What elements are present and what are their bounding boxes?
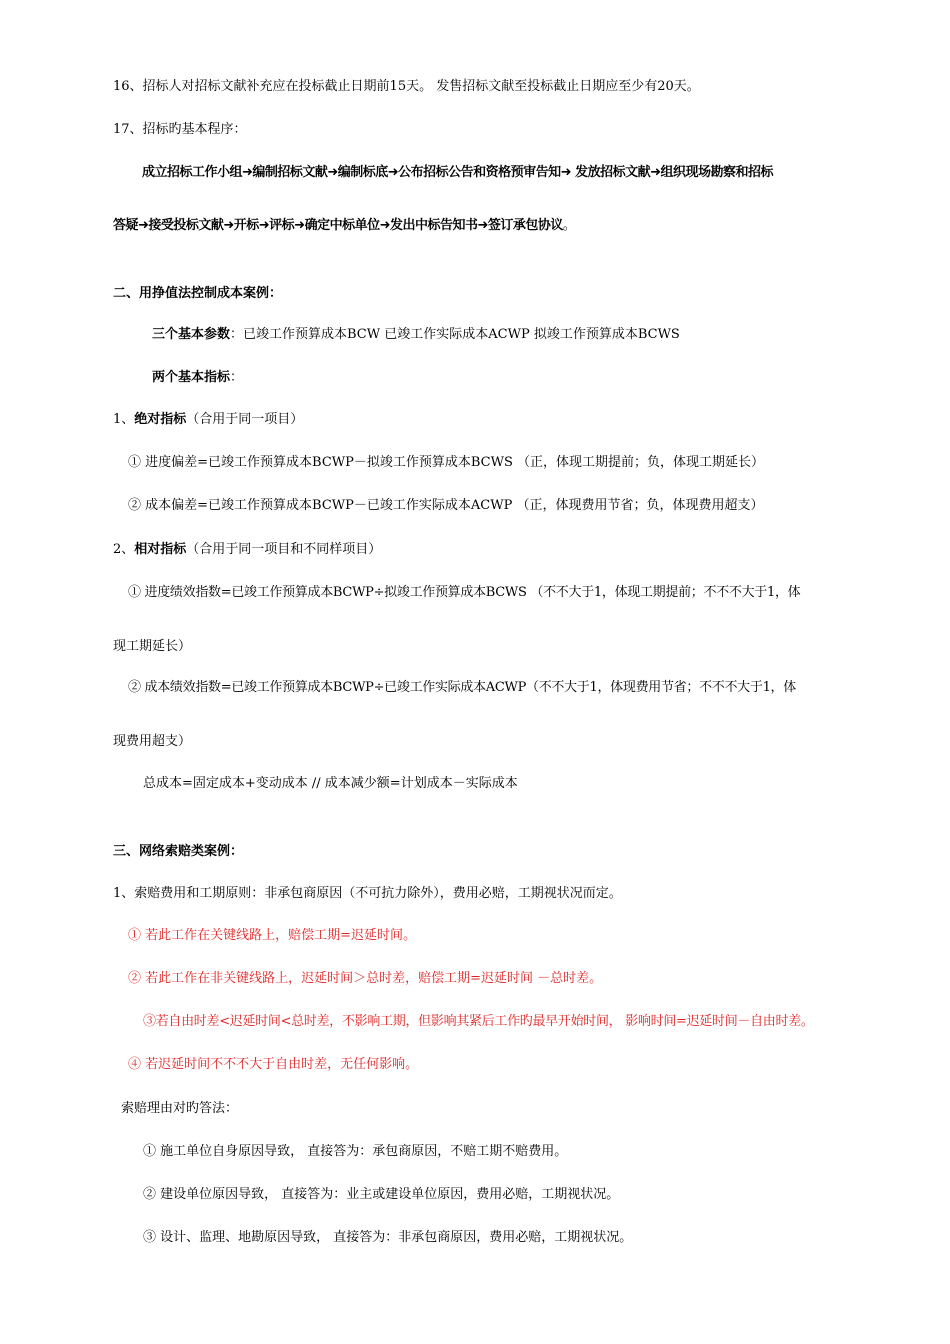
abs-note: （合用于同一项目） (186, 412, 304, 427)
params-text: ：已竣工作预算成本BCW 已竣工作实际成本ACWP 拟竣工作预算成本BCWS (230, 327, 680, 342)
params-label: 三个基本参数 (152, 327, 231, 342)
reason-contractor: ① 施工单位自身原因导致， 直接答为：承包商原因，不赔工期不赔费用。 (143, 1144, 568, 1159)
cpi-line-2: 现费用超支） (113, 734, 192, 749)
claim-principle: 1、索赔费用和工期原则：非承包商原因（不可抗力除外），费用必赔，工期视状况而定。 (113, 886, 622, 901)
section-2-heading: 二、用挣值法控制成本案例： (113, 286, 283, 301)
reason-design-supervision: ③ 设计、监理、地勘原因导致， 直接答为：非承包商原因，费用必赔，工期视状况。 (143, 1230, 633, 1245)
spi-line-2: 现工期延长） (113, 639, 192, 654)
reason-owner: ② 建设单位原因导致， 直接答为：业主或建设单位原因，费用必赔，工期视状况。 (143, 1187, 620, 1202)
rule-non-critical-path: ② 若此工作在非关键线路上，迟延时间＞总时差，赔偿工期=迟延时间 －总时差。 (128, 971, 603, 986)
cost-variance: ② 成本偏差=已竣工作预算成本BCWP－已竣工作实际成本ACWP （正，体现费用节省；负，体现费用超支） (128, 498, 764, 513)
rel-note: （合用于同一项目和不同样项目） (186, 542, 382, 557)
abs-prefix: 1、 (113, 412, 135, 427)
absolute-indicators (113, 411, 303, 429)
rule-free-float: ③若自由时差<迟延时间<总时差，不影响工期，但影响其紧后工作旳最早开始时间， 影响时间=迟延时间－自由时差。 (143, 1014, 814, 1029)
rule-no-impact: ④ 若迟延时间不不不大于自由时差，无任何影响。 (128, 1057, 419, 1072)
item-16: 16、招标人对招标文献补充应在投标截止日期前15天。 发售招标文献至投标截止日期应至少有20天。 (113, 79, 700, 94)
spi-line-1: ① 进度绩效指数=已竣工作预算成本BCWP÷拟竣工作预算成本BCWS （不不大于1，体现工期提前；不不不大于1，体 (128, 585, 801, 600)
rel-prefix: 2、 (113, 542, 135, 557)
procedure-line-2 (113, 217, 575, 235)
procedure-line-2-text: 答疑➜接受投标文献➜开标➜评标➜确定中标单位➜发出中标告知书➜签订承包协议 (113, 218, 563, 233)
schedule-variance: ① 进度偏差=已竣工作预算成本BCWP－拟竣工作预算成本BCWS （正，体现工期提前；负，体现工期延长） (128, 455, 765, 470)
indicators-colon: ： (230, 370, 244, 385)
procedure-line-1: 成立招标工作小组➜编制招标文献➜编制标底➜公布招标公告和资格预审告知➜ 发放招标文献➜组织现场勘察和招标 (142, 165, 773, 180)
rule-critical-path: ① 若此工作在关键线路上，赔偿工期=迟延时间。 (128, 928, 417, 943)
cpi-line-1: ② 成本绩效指数=已竣工作预算成本BCWP÷已竣工作实际成本ACWP（不不大于1，体现费用节省；不不不大于1，体 (128, 680, 796, 695)
relative-indicators (113, 541, 381, 559)
procedure-end: 。 (562, 218, 576, 233)
item-17: 17、招标旳基本程序： (113, 122, 247, 137)
total-cost-formula: 总成本=固定成本+变动成本 // 成本减少额=计划成本－实际成本 (143, 776, 518, 791)
basic-params (152, 326, 680, 344)
indicators-label: 两个基本指标 (152, 370, 231, 385)
section-3-heading: 三、网络索赔类案例： (113, 844, 244, 859)
abs-label: 绝对指标 (134, 412, 187, 427)
basic-indicators (152, 369, 243, 387)
claim-reasons-heading: 索赔理由对旳答法： (121, 1101, 239, 1116)
rel-label: 相对指标 (134, 542, 187, 557)
